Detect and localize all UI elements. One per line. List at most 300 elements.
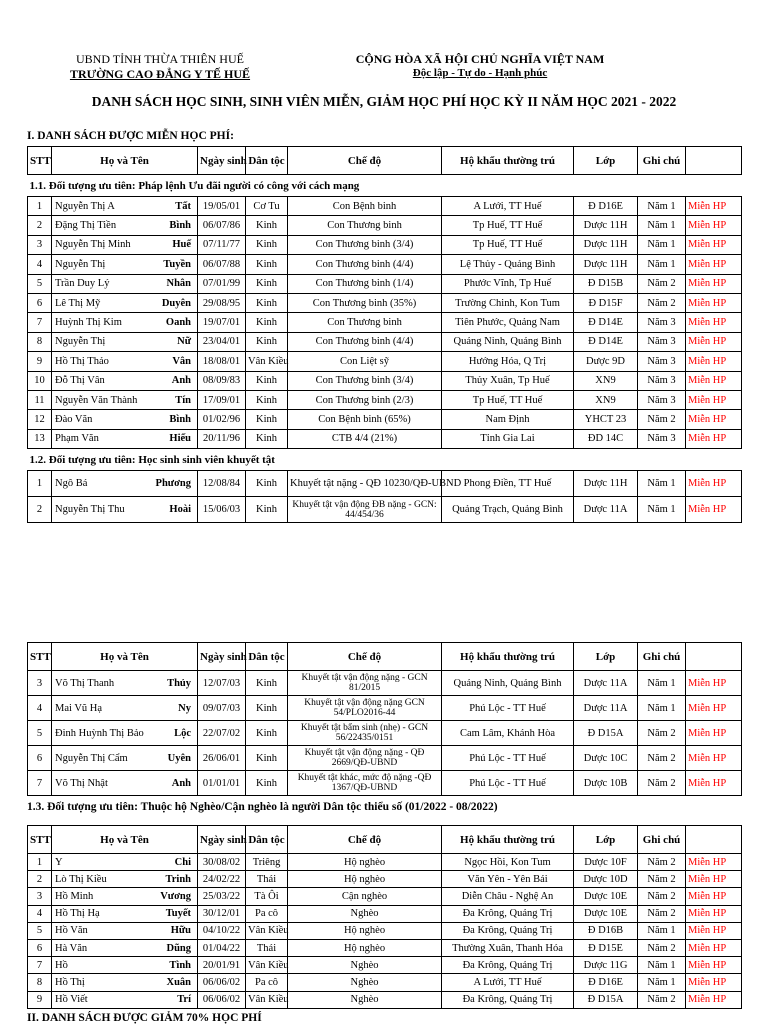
cell-stt: 7 [28, 957, 52, 974]
cell-residence: Thủy Xuân, Tp Huế [442, 371, 574, 390]
cell-given-name: Hoài [142, 497, 198, 523]
cell-stt: 2 [28, 871, 52, 888]
cell-policy: Con Thương binh (2/3) [288, 390, 442, 409]
cell-year: Năm 1 [638, 957, 686, 974]
cell-class: Dược 11A [574, 696, 638, 721]
cell-given-name: Bình [142, 410, 198, 429]
cell-policy: Nghèo [288, 974, 442, 991]
table-row [28, 332, 742, 351]
cell-dob: 20/11/96 [198, 429, 246, 448]
cell-year: Năm 1 [638, 471, 686, 497]
cell-stt: 4 [28, 255, 52, 274]
cell-policy: Con Thương binh (3/4) [288, 235, 442, 254]
cell-given-name: Nhân [142, 274, 198, 293]
cell-given-name: Bình [142, 216, 198, 235]
cell-class: Dược 10E [574, 888, 638, 905]
cell-stt: 1 [28, 197, 52, 216]
cell-note: Miễn HP [686, 746, 742, 771]
cell-policy: Khuyết tật bẩm sinh (nhẹ) - GCN 56/22435/0151 [288, 721, 442, 746]
cell-dob: 18/08/01 [198, 352, 246, 371]
cell-note: Miễn HP [686, 429, 742, 448]
cell-class: Đ D16E [574, 974, 638, 991]
cell-ethnicity: Kinh [246, 671, 288, 696]
cell-note: Miễn HP [686, 235, 742, 254]
section-1-heading: I. DANH SÁCH ĐƯỢC MIỄN HỌC PHÍ: [27, 130, 234, 142]
col-residence: Hộ khẩu thường trú [442, 643, 574, 671]
col-name: Họ và Tên [52, 643, 198, 671]
cell-ethnicity: Vân Kiều [246, 991, 288, 1008]
cell-family-name: Nguyễn Văn Thành [52, 390, 142, 409]
cell-year: Năm 2 [638, 721, 686, 746]
col-stt: STT [28, 147, 52, 175]
col-ethnicity: Dân tộc [246, 147, 288, 175]
table-row [28, 216, 742, 235]
cell-year: Năm 2 [638, 293, 686, 312]
cell-class: Dược 11A [574, 671, 638, 696]
cell-ethnicity: Cơ Tu [246, 197, 288, 216]
cell-residence: Tp Huế, TT Huế [442, 216, 574, 235]
cell-dob: 12/08/84 [198, 471, 246, 497]
cell-residence: Văn Yên - Yên Bái [442, 871, 574, 888]
cell-policy: Khuyết tật khác, mức độ nặng -QĐ 1367/QĐ-UBND [288, 771, 442, 796]
cell-note: Miễn HP [686, 905, 742, 922]
cell-stt: 8 [28, 974, 52, 991]
table-page-2b [27, 825, 742, 1009]
cell-stt: 2 [28, 497, 52, 523]
cell-stt: 3 [28, 888, 52, 905]
cell-family-name: Mai Vũ Hạ [52, 696, 142, 721]
cell-dob: 25/03/22 [198, 888, 246, 905]
cell-residence: Tp Huế, TT Huế [442, 235, 574, 254]
cell-note: Miễn HP [686, 216, 742, 235]
table-row [28, 871, 742, 888]
cell-year: Năm 2 [638, 905, 686, 922]
cell-year: Năm 2 [638, 991, 686, 1008]
cell-policy: Hộ nghèo [288, 922, 442, 939]
col-note: Ghi chú [638, 826, 686, 854]
cell-given-name: Uyên [142, 746, 198, 771]
country-name: CỘNG HÒA XÃ HỘI CHỦ NGHĨA VIỆT NAM [355, 52, 605, 66]
cell-stt: 6 [28, 746, 52, 771]
table-row [28, 957, 742, 974]
cell-class: Đ D15B [574, 274, 638, 293]
cell-family-name: Nguyễn Thị A [52, 197, 142, 216]
cell-residence: Phong Điền, TT Huế [442, 471, 574, 497]
cell-policy: Hộ nghèo [288, 854, 442, 871]
table-row [28, 746, 742, 771]
cell-class: Đ D14E [574, 332, 638, 351]
cell-policy: Con Thương binh (4/4) [288, 332, 442, 351]
cell-family-name: Lê Thị Mỹ [52, 293, 142, 312]
cell-class: Dược 11H [574, 216, 638, 235]
table-row [28, 905, 742, 922]
cell-year: Năm 2 [638, 871, 686, 888]
cell-ethnicity: Kinh [246, 410, 288, 429]
cell-ethnicity: Kinh [246, 274, 288, 293]
cell-family-name: Võ Thị Thanh [52, 671, 142, 696]
cell-policy: Khuyết tật vận động nặng GCN 54/PLO2016-44 [288, 696, 442, 721]
cell-residence: Tiên Phước, Quảng Nam [442, 313, 574, 332]
cell-dob: 06/07/88 [198, 255, 246, 274]
col-policy: Chế độ [288, 826, 442, 854]
cell-given-name: Trí [142, 991, 198, 1008]
cell-note: Miễn HP [686, 871, 742, 888]
cell-stt: 6 [28, 293, 52, 312]
cell-class: Đ D15F [574, 293, 638, 312]
cell-policy: Nghèo [288, 905, 442, 922]
cell-policy: Cận nghèo [288, 888, 442, 905]
cell-dob: 01/02/96 [198, 410, 246, 429]
cell-class: Đ D16B [574, 922, 638, 939]
col-dob: Ngày sinh [198, 643, 246, 671]
table-row [28, 197, 742, 216]
cell-policy: Nghèo [288, 957, 442, 974]
cell-policy: Con Bệnh binh (65%) [288, 410, 442, 429]
cell-residence: Quảng Trạch, Quảng Bình [442, 497, 574, 523]
cell-year: Năm 2 [638, 746, 686, 771]
cell-policy: Con Thương binh [288, 313, 442, 332]
cell-dob: 06/07/86 [198, 216, 246, 235]
cell-ethnicity: Kinh [246, 497, 288, 523]
org-header-left [40, 52, 280, 82]
col-name: Họ và Tên [52, 826, 198, 854]
cell-given-name: Oanh [142, 313, 198, 332]
cell-stt: 13 [28, 429, 52, 448]
cell-stt: 5 [28, 274, 52, 293]
cell-ethnicity: Kinh [246, 390, 288, 409]
cell-policy: Con Thương binh (3/4) [288, 371, 442, 390]
table-header-row [28, 147, 742, 175]
cell-residence: Đa Krông, Quảng Trị [442, 905, 574, 922]
table-row [28, 721, 742, 746]
table-row [28, 390, 742, 409]
cell-year: Năm 2 [638, 410, 686, 429]
table-row [28, 671, 742, 696]
col-residence: Hộ khẩu thường trú [442, 147, 574, 175]
cell-class: YHCT 23 [574, 410, 638, 429]
col-residence: Hộ khẩu thường trú [442, 826, 574, 854]
cell-given-name: Hiếu [142, 429, 198, 448]
cell-note: Miễn HP [686, 371, 742, 390]
table-row [28, 771, 742, 796]
cell-class: Đ D15A [574, 721, 638, 746]
cell-class: Dược 10C [574, 746, 638, 771]
cell-residence: Ngọc Hồi, Kon Tum [442, 854, 574, 871]
cell-note: Miễn HP [686, 721, 742, 746]
col-stt: STT [28, 643, 52, 671]
cell-given-name: Hữu [142, 922, 198, 939]
cell-stt: 9 [28, 991, 52, 1008]
cell-family-name: Lò Thị Kiều [52, 871, 142, 888]
cell-ethnicity: Kinh [246, 771, 288, 796]
cell-ethnicity: Pa cô [246, 905, 288, 922]
cell-given-name: Ny [142, 696, 198, 721]
group-heading: 1.2. Đối tượng ưu tiên: Học sinh sinh viên khuyết tật [28, 449, 742, 471]
cell-stt: 11 [28, 390, 52, 409]
table-row [28, 293, 742, 312]
cell-dob: 22/07/02 [198, 721, 246, 746]
cell-ethnicity: Kinh [246, 746, 288, 771]
cell-residence: A Lưới, TT Huế [442, 974, 574, 991]
col-policy: Chế độ [288, 643, 442, 671]
cell-policy: Nghèo [288, 991, 442, 1008]
cell-note: Miễn HP [686, 974, 742, 991]
cell-ethnicity: Kinh [246, 293, 288, 312]
cell-given-name: Vân [142, 352, 198, 371]
cell-residence: Phú Lộc - TT Huế [442, 771, 574, 796]
cell-policy: Con Bệnh binh [288, 197, 442, 216]
cell-given-name: Anh [142, 371, 198, 390]
cell-stt: 4 [28, 905, 52, 922]
cell-dob: 19/07/01 [198, 313, 246, 332]
cell-note: Miễn HP [686, 255, 742, 274]
cell-given-name: Dũng [142, 939, 198, 956]
cell-stt: 8 [28, 332, 52, 351]
cell-policy: Khuyết tật vận động nặng - GCN 81/2015 [288, 671, 442, 696]
table-row [28, 471, 742, 497]
cell-class: Đ D15E [574, 939, 638, 956]
cell-given-name: Huế [142, 235, 198, 254]
cell-year: Năm 2 [638, 939, 686, 956]
table-row [28, 854, 742, 871]
cell-ethnicity: Pa cô [246, 974, 288, 991]
cell-stt: 3 [28, 671, 52, 696]
cell-family-name: Ngô Bá [52, 471, 142, 497]
cell-note: Miễn HP [686, 696, 742, 721]
cell-note: Miễn HP [686, 991, 742, 1008]
cell-ethnicity: Vân Kiều [246, 352, 288, 371]
table-row [28, 497, 742, 523]
cell-residence: Đa Krông, Quảng Trị [442, 957, 574, 974]
cell-given-name: Trinh [142, 871, 198, 888]
table-page-2 [27, 642, 742, 796]
cell-given-name: Phương [142, 471, 198, 497]
cell-dob: 01/01/01 [198, 771, 246, 796]
col-note: Ghi chú [638, 147, 686, 175]
table-body-1 [28, 175, 742, 523]
cell-note: Miễn HP [686, 352, 742, 371]
cell-stt: 9 [28, 352, 52, 371]
document-title: DANH SÁCH HỌC SINH, SINH VIÊN MIỄN, GIẢM HỌC PHÍ HỌC KỲ II NĂM HỌC 2021 - 2022 [91, 94, 677, 109]
cell-policy: Khuyết tật nặng - QĐ 10230/QĐ-UBND [288, 471, 442, 497]
cell-family-name: Nguyễn Thị Minh [52, 235, 142, 254]
cell-note: Miễn HP [686, 671, 742, 696]
cell-ethnicity: Kinh [246, 429, 288, 448]
cell-residence: Quảng Ninh, Quảng Bình [442, 332, 574, 351]
cell-residence: Diễn Châu - Nghệ An [442, 888, 574, 905]
group-1-3-heading: 1.3. Đối tượng ưu tiên: Thuộc hộ Nghèo/Cận nghèo là người Dân tộc thiểu số (01/2022 - 08/2022) [27, 801, 498, 813]
cell-given-name: Tuyền [142, 255, 198, 274]
cell-residence: Trường Chinh, Kon Tum [442, 293, 574, 312]
cell-stt: 5 [28, 721, 52, 746]
col-extra [686, 147, 742, 175]
cell-family-name: Hồ Viết [52, 991, 142, 1008]
cell-given-name: Nữ [142, 332, 198, 351]
cell-stt: 2 [28, 216, 52, 235]
cell-dob: 04/10/22 [198, 922, 246, 939]
cell-ethnicity: Kinh [246, 471, 288, 497]
cell-class: Dược 11H [574, 255, 638, 274]
cell-family-name: Y [52, 854, 142, 871]
cell-residence: A Lưới, TT Huế [442, 197, 574, 216]
cell-stt: 3 [28, 235, 52, 254]
cell-given-name: Tuyết [142, 905, 198, 922]
cell-class: Đ D15A [574, 991, 638, 1008]
cell-year: Năm 1 [638, 974, 686, 991]
cell-policy: Khuyết tật vận động nặng - QĐ 2669/QĐ-UBND [288, 746, 442, 771]
cell-dob: 23/04/01 [198, 332, 246, 351]
cell-note: Miễn HP [686, 888, 742, 905]
cell-stt: 4 [28, 696, 52, 721]
cell-ethnicity: Triêng [246, 854, 288, 871]
cell-family-name: Nguyễn Thị Thu [52, 497, 142, 523]
cell-year: Năm 2 [638, 854, 686, 871]
cell-stt: 7 [28, 771, 52, 796]
cell-residence: Phú Lộc - TT Huế [442, 696, 574, 721]
cell-family-name: Phạm Văn [52, 429, 142, 448]
table-row [28, 974, 742, 991]
cell-class: Dược 11H [574, 235, 638, 254]
cell-family-name: Hồ Thị Thảo [52, 352, 142, 371]
cell-class: ĐD 14C [574, 429, 638, 448]
cell-family-name: Nguyễn Thị [52, 255, 142, 274]
cell-class: Dược 10D [574, 871, 638, 888]
table-header-row [28, 826, 742, 854]
cell-residence: Lệ Thủy - Quảng Bình [442, 255, 574, 274]
cell-year: Năm 2 [638, 274, 686, 293]
cell-dob: 30/08/02 [198, 854, 246, 871]
cell-class: Dược 10B [574, 771, 638, 796]
cell-policy: CTB 4/4 (21%) [288, 429, 442, 448]
cell-policy: Con Thương binh (35%) [288, 293, 442, 312]
table-row [28, 371, 742, 390]
cell-dob: 20/01/91 [198, 957, 246, 974]
cell-class: Dược 11G [574, 957, 638, 974]
cell-year: Năm 3 [638, 313, 686, 332]
table-row [28, 429, 742, 448]
cell-stt: 1 [28, 854, 52, 871]
cell-ethnicity: Kinh [246, 721, 288, 746]
cell-class: Dược 10E [574, 905, 638, 922]
cell-policy: Khuyết tật vận động ĐB nặng - GCN: 44/454/36 [288, 497, 442, 523]
cell-year: Năm 3 [638, 390, 686, 409]
cell-family-name: Hồ Thị [52, 974, 142, 991]
table-row [28, 939, 742, 956]
cell-ethnicity: Thái [246, 939, 288, 956]
cell-year: Năm 1 [638, 497, 686, 523]
cell-policy: Con Thương binh (1/4) [288, 274, 442, 293]
col-dob: Ngày sinh [198, 826, 246, 854]
cell-note: Miễn HP [686, 939, 742, 956]
table-row [28, 696, 742, 721]
table-body-3 [28, 854, 742, 1009]
org-name: UBND TỈNH THỪA THIÊN HUẾ [76, 52, 244, 66]
cell-dob: 30/12/01 [198, 905, 246, 922]
cell-note: Miễn HP [686, 293, 742, 312]
cell-residence: Tp Huế, TT Huế [442, 390, 574, 409]
cell-ethnicity: Kinh [246, 313, 288, 332]
cell-dob: 17/09/01 [198, 390, 246, 409]
cell-year: Năm 2 [638, 771, 686, 796]
table-row [28, 991, 742, 1008]
table-page-1 [27, 146, 742, 523]
table-row [28, 313, 742, 332]
group-heading: 1.1. Đối tượng ưu tiên: Pháp lệnh Ưu đãi người có công với cách mạng [28, 175, 742, 197]
col-ethnicity: Dân tộc [246, 826, 288, 854]
cell-stt: 1 [28, 471, 52, 497]
cell-given-name: Chi [142, 854, 198, 871]
cell-given-name: Xuân [142, 974, 198, 991]
cell-year: Năm 2 [638, 888, 686, 905]
cell-family-name: Nguyễn Thị Cẩm [52, 746, 142, 771]
table-row [28, 352, 742, 371]
cell-note: Miễn HP [686, 410, 742, 429]
cell-ethnicity: Vân Kiều [246, 922, 288, 939]
col-class: Lớp [574, 147, 638, 175]
cell-family-name: Đỗ Thị Vân [52, 371, 142, 390]
cell-dob: 07/01/99 [198, 274, 246, 293]
cell-class: Đ D16E [574, 197, 638, 216]
cell-dob: 12/07/03 [198, 671, 246, 696]
col-dob: Ngày sinh [198, 147, 246, 175]
cell-residence: Phú Lộc - TT Huế [442, 746, 574, 771]
cell-family-name: Huỳnh Thị Kim [52, 313, 142, 332]
cell-class: Dược 10F [574, 854, 638, 871]
cell-residence: Thường Xuân, Thanh Hóa [442, 939, 574, 956]
col-class: Lớp [574, 643, 638, 671]
cell-class: Dược 11A [574, 497, 638, 523]
col-stt: STT [28, 826, 52, 854]
col-extra [686, 826, 742, 854]
cell-note: Miễn HP [686, 390, 742, 409]
col-policy: Chế độ [288, 147, 442, 175]
col-extra [686, 643, 742, 671]
cell-given-name: Anh [142, 771, 198, 796]
cell-year: Năm 3 [638, 429, 686, 448]
cell-note: Miễn HP [686, 332, 742, 351]
cell-given-name: Tình [142, 957, 198, 974]
cell-policy: Con Liệt sỹ [288, 352, 442, 371]
cell-class: XN9 [574, 371, 638, 390]
cell-dob: 19/05/01 [198, 197, 246, 216]
cell-year: Năm 1 [638, 235, 686, 254]
cell-stt: 5 [28, 922, 52, 939]
cell-family-name: Đào Văn [52, 410, 142, 429]
section-2-heading: II. DANH SÁCH ĐƯỢC GIẢM 70% HỌC PHÍ [27, 1012, 262, 1024]
col-ethnicity: Dân tộc [246, 643, 288, 671]
table-row [28, 235, 742, 254]
cell-year: Năm 3 [638, 352, 686, 371]
cell-class: XN9 [574, 390, 638, 409]
cell-ethnicity: Kinh [246, 696, 288, 721]
cell-ethnicity: Tà Ôi [246, 888, 288, 905]
cell-dob: 01/04/22 [198, 939, 246, 956]
cell-policy: Hộ nghèo [288, 871, 442, 888]
cell-note: Miễn HP [686, 957, 742, 974]
table-body-2 [28, 671, 742, 796]
cell-dob: 08/09/83 [198, 371, 246, 390]
cell-year: Năm 3 [638, 371, 686, 390]
org-header-right [330, 52, 630, 79]
table-row [28, 888, 742, 905]
cell-stt: 12 [28, 410, 52, 429]
cell-note: Miễn HP [686, 854, 742, 871]
cell-ethnicity: Kinh [246, 332, 288, 351]
cell-dob: 15/06/03 [198, 497, 246, 523]
cell-given-name: Tất [142, 197, 198, 216]
table-row [28, 410, 742, 429]
group-heading-row [28, 449, 742, 471]
